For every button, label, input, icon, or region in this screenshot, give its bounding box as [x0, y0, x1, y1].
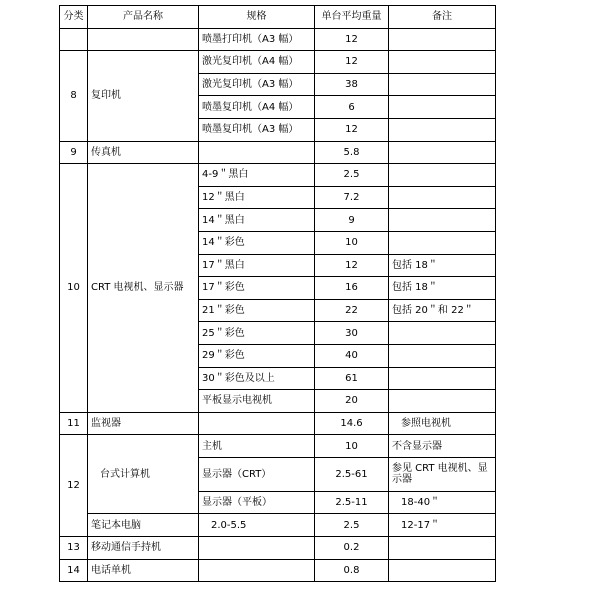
weight-cell: 14.6 — [315, 412, 389, 435]
weight-cell: 2.5-61 — [315, 457, 389, 491]
product-name-cell: 笔记本电脑 — [88, 514, 199, 537]
category-cell — [60, 28, 88, 51]
weight-cell: 2.5 — [315, 514, 389, 537]
note-cell: 包括 20＂和 22＂ — [389, 299, 496, 322]
spec-cell — [199, 537, 315, 560]
weight-cell: 10 — [315, 435, 389, 458]
weight-cell: 12 — [315, 118, 389, 141]
header-row — [60, 6, 496, 29]
note-cell — [389, 209, 496, 232]
product-name-cell: 移动通信手持机 — [88, 537, 199, 560]
spec-cell: 14＂彩色 — [199, 231, 315, 254]
note-cell: 包括 18＂ — [389, 277, 496, 300]
weight-cell: 10 — [315, 231, 389, 254]
spec-cell: 12＂黑白 — [199, 186, 315, 209]
note-cell: 18-40＂ — [389, 491, 496, 514]
spec-cell: 喷墨复印机（A3 幅） — [199, 118, 315, 141]
spec-cell: 30＂彩色及以上 — [199, 367, 315, 390]
spec-cell — [199, 141, 315, 164]
spec-cell: 激光复印机（A3 幅） — [199, 73, 315, 96]
table-row — [60, 51, 496, 74]
weight-cell: 2.5-11 — [315, 491, 389, 514]
note-cell: 12-17＂ — [389, 514, 496, 537]
category-cell: 9 — [60, 141, 88, 164]
table-row — [60, 559, 496, 582]
weight-cell: 12 — [315, 51, 389, 74]
note-cell — [389, 186, 496, 209]
weight-cell: 5.8 — [315, 141, 389, 164]
spec-cell: 激光复印机（A4 幅） — [199, 51, 315, 74]
spec-cell: 21＂彩色 — [199, 299, 315, 322]
note-cell — [389, 344, 496, 367]
note-cell — [389, 141, 496, 164]
weight-cell: 22 — [315, 299, 389, 322]
spec-cell: 喷墨复印机（A4 幅） — [199, 96, 315, 119]
product-name-cell: 复印机 — [88, 51, 199, 141]
spec-cell — [199, 559, 315, 582]
note-cell: 参见 CRT 电视机、显示器 — [389, 457, 496, 491]
weight-cell: 12 — [315, 28, 389, 51]
weight-cell: 0.8 — [315, 559, 389, 582]
note-cell: 参照电视机 — [389, 412, 496, 435]
note-cell — [389, 28, 496, 51]
note-cell — [389, 96, 496, 119]
category-cell: 8 — [60, 51, 88, 141]
weight-cell: 2.5 — [315, 164, 389, 187]
spec-cell: 17＂黑白 — [199, 254, 315, 277]
table-row — [60, 141, 496, 164]
product-name-cell: CRT 电视机、显示器 — [88, 164, 199, 413]
product-name-cell — [88, 28, 199, 51]
header-product-name: 产品名称 — [88, 6, 199, 29]
header-weight: 单台平均重量 — [315, 6, 389, 29]
spec-cell: 主机 — [199, 435, 315, 458]
note-cell — [389, 390, 496, 413]
product-name-cell: 台式计算机 — [88, 435, 199, 514]
spec-cell: 29＂彩色 — [199, 344, 315, 367]
weight-cell: 16 — [315, 277, 389, 300]
header-spec: 规格 — [199, 6, 315, 29]
note-cell: 不含显示器 — [389, 435, 496, 458]
note-cell — [389, 231, 496, 254]
spec-cell: 14＂黑白 — [199, 209, 315, 232]
product-name-cell: 电话单机 — [88, 559, 199, 582]
spec-cell: 4-9＂黑白 — [199, 164, 315, 187]
spec-cell: 显示器（平板） — [199, 491, 315, 514]
weight-cell: 61 — [315, 367, 389, 390]
spec-cell: 喷墨打印机（A3 幅） — [199, 28, 315, 51]
weight-cell: 20 — [315, 390, 389, 413]
category-cell: 10 — [60, 164, 88, 413]
note-cell: 包括 18＂ — [389, 254, 496, 277]
table-row — [60, 514, 496, 537]
weight-cell: 40 — [315, 344, 389, 367]
header-note: 备注 — [389, 6, 496, 29]
table-row — [60, 28, 496, 51]
note-cell — [389, 73, 496, 96]
table-row — [60, 412, 496, 435]
category-cell: 13 — [60, 537, 88, 560]
product-weight-table — [59, 5, 496, 582]
category-cell: 12 — [60, 435, 88, 537]
note-cell — [389, 322, 496, 345]
weight-cell: 9 — [315, 209, 389, 232]
table-row — [60, 537, 496, 560]
note-cell — [389, 367, 496, 390]
category-cell: 11 — [60, 412, 88, 435]
weight-cell: 12 — [315, 254, 389, 277]
spec-cell: 2.0-5.5 — [199, 514, 315, 537]
table-row — [60, 435, 496, 458]
spec-cell: 25＂彩色 — [199, 322, 315, 345]
note-cell — [389, 118, 496, 141]
spec-cell: 平板显示电视机 — [199, 390, 315, 413]
weight-cell: 30 — [315, 322, 389, 345]
note-cell — [389, 559, 496, 582]
spec-cell: 显示器（CRT） — [199, 457, 315, 491]
weight-cell: 0.2 — [315, 537, 389, 560]
note-cell — [389, 51, 496, 74]
weight-cell: 6 — [315, 96, 389, 119]
spec-cell — [199, 412, 315, 435]
header-category: 分类 — [60, 6, 88, 29]
note-cell — [389, 164, 496, 187]
weight-cell: 7.2 — [315, 186, 389, 209]
product-name-cell: 监视器 — [88, 412, 199, 435]
note-cell — [389, 537, 496, 560]
spec-cell: 17＂彩色 — [199, 277, 315, 300]
weight-cell: 38 — [315, 73, 389, 96]
category-cell: 14 — [60, 559, 88, 582]
table-row — [60, 164, 496, 187]
product-name-cell: 传真机 — [88, 141, 199, 164]
